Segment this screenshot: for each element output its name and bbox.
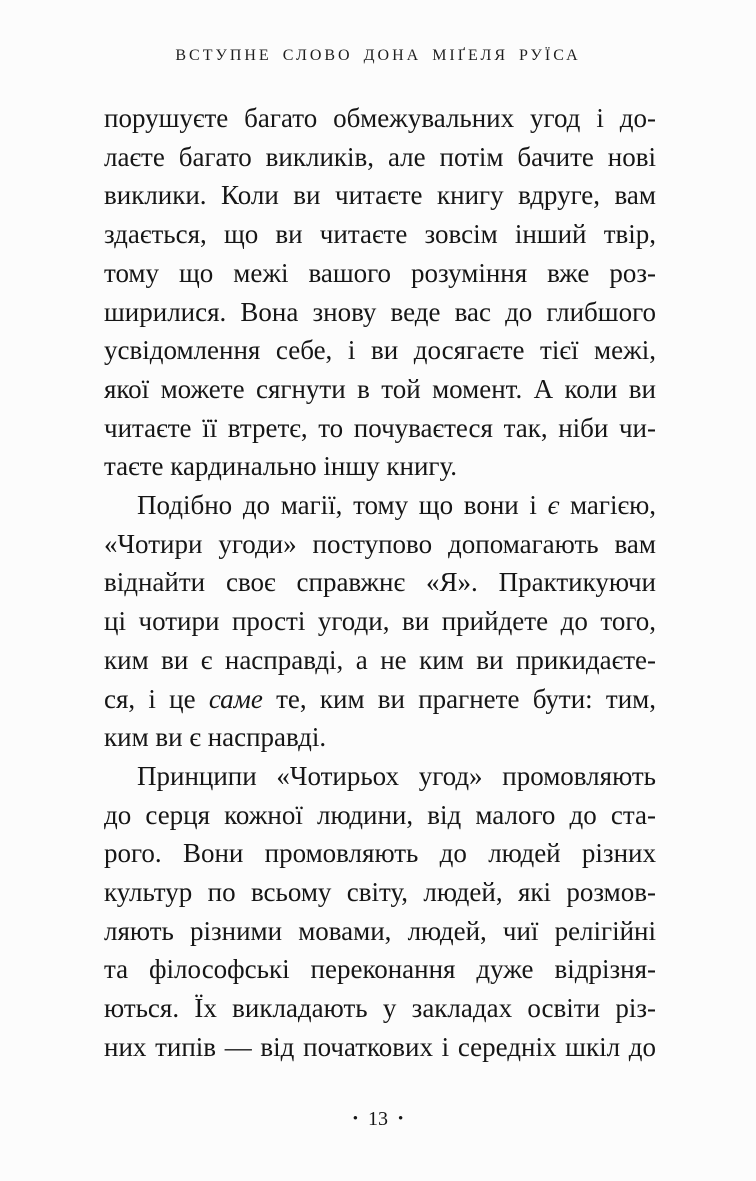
text-line: усвідомлення себе, і ви досягаєте тієї межі, [104, 335, 656, 366]
text-line: ляють різними мовами, людей, чиї релігійні [104, 915, 656, 946]
text-line: та філософські переконання дуже відрізня- [104, 954, 656, 985]
text-line: здається, що ви читаєте зовсім інший твір, [104, 219, 656, 250]
paragraph [104, 486, 656, 757]
body-text [104, 99, 656, 1067]
text-line: «Чотири угоди» поступово допомагають вам [104, 528, 656, 559]
text-line: ким ви є насправді, а не ким ви прикидаєте- [104, 644, 656, 675]
text-line: рого. Вони промовляють до людей різних [104, 838, 656, 869]
text-line [104, 680, 656, 719]
text-line: культур по всьому світу, людей, які розмов- [104, 877, 656, 908]
text-line: порушуєте багато обмежувальних угод і до- [104, 103, 656, 133]
text-line [104, 486, 656, 525]
text-segment: магією, [559, 490, 656, 521]
text-line: тому що межі вашого розуміння вже роз- [104, 257, 656, 288]
text-line: виклики. Коли ви читаєте книгу вдруге, вам [104, 180, 656, 211]
page-number: 13 [368, 1108, 388, 1130]
text-line: Принципи «Чотирьох угод» промовляють [137, 760, 656, 791]
emphasized-text: є [547, 490, 560, 521]
paragraph [104, 99, 656, 486]
paragraph [104, 757, 656, 1067]
text-segment: Подібно до магії, тому що вони і [137, 490, 548, 521]
running-head: ВСТУПНЕ СЛОВО ДОНА МІҐЕЛЯ РУЇСА [175, 47, 581, 64]
text-line: читаєте її втретє, то почуваєтеся так, ніби чи- [104, 412, 656, 443]
folio-bullet-left-icon: • [352, 1111, 358, 1127]
text-line: лаєте багато викликів, але потім бачите нові [104, 141, 656, 172]
emphasized-text: саме [208, 683, 263, 714]
text-segment: те, ким ви прагнете бути: тим, [262, 683, 656, 714]
text-line: до серця кожної людини, від малого до ста- [104, 799, 656, 830]
text-line: якої можете сягнути в той момент. А коли ви [104, 373, 656, 404]
text-line: ширилися. Вона знову веде вас до глибшого [104, 296, 656, 327]
text-line: ються. Їх викладають у закладах освіти різ- [104, 993, 656, 1024]
text-line: ці чотири прості угоди, ви прийдете до того, [104, 606, 656, 637]
folio [0, 1108, 756, 1131]
text-line: них типів — від початкових і середніх шкіл до [104, 1031, 656, 1062]
text-segment: ся, і це [104, 683, 209, 714]
text-line: ким ви є насправді. [104, 722, 327, 753]
folio-bullet-right-icon: • [398, 1111, 404, 1127]
text-line: таєте кардинально іншу книгу. [104, 451, 458, 482]
text-line: віднайти своє справжнє «Я». Практикуючи [104, 567, 656, 598]
